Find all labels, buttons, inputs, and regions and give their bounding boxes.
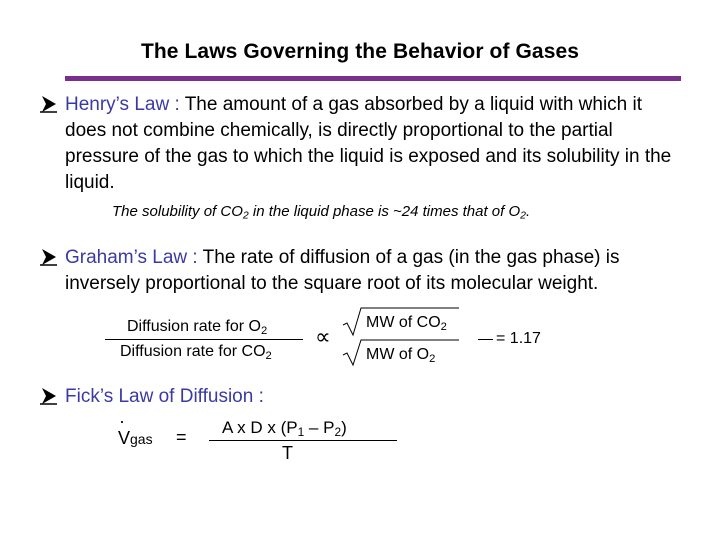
proportional-symbol: ∝ bbox=[315, 324, 331, 349]
slide-title: The Laws Governing the Behavior of Gases bbox=[140, 40, 580, 63]
arrow-bullet-icon bbox=[40, 387, 58, 405]
fick-numerator-subscript: 1 bbox=[297, 424, 305, 439]
sqrt-denominator bbox=[366, 346, 435, 365]
arrow-bullet-icon bbox=[40, 95, 58, 113]
ficks-law-name: Fick’s Law of Diffusion bbox=[65, 386, 254, 407]
ficks-law-separator: : bbox=[253, 386, 264, 407]
fick-numerator-text: – P bbox=[304, 418, 335, 437]
fick-numerator-text: A x D x (P bbox=[222, 418, 298, 437]
grahams-law-separator: : bbox=[187, 247, 203, 268]
numerator-subscript: 2 bbox=[260, 324, 268, 337]
henrys-law-note bbox=[112, 203, 530, 222]
fick-numerator-subscript: 2 bbox=[334, 424, 342, 439]
equation-denominator bbox=[120, 343, 272, 362]
numerator-text: Diffusion rate for O bbox=[127, 318, 261, 335]
henrys-law-separator: : bbox=[169, 94, 185, 115]
grahams-law-text bbox=[65, 245, 680, 297]
equation-numerator bbox=[127, 318, 267, 337]
result-fraction-bar bbox=[478, 339, 493, 340]
note-text-part: in the liquid phase is ~24 times that of O bbox=[248, 203, 521, 220]
sqrt-denominator-subscript: 2 bbox=[429, 352, 436, 365]
lhs-symbol: V bbox=[118, 428, 131, 448]
note-subscript: 2 bbox=[242, 209, 249, 222]
fick-denominator: T bbox=[282, 443, 293, 463]
bullet-henrys-law bbox=[40, 92, 680, 196]
henrys-law-text bbox=[65, 92, 680, 196]
sqrt-numerator-subscript: 2 bbox=[440, 320, 447, 333]
equation-result: = 1.17 bbox=[496, 330, 541, 347]
equation-lhs bbox=[118, 428, 153, 449]
lhs-subscript: gas bbox=[130, 431, 153, 447]
henrys-law-definition: The amount of a gas absorbed by a liquid with which it does not combine chemically, is directly proportional to the partial pressure of the gas to which the liquid is exposed and its solubility in the liquid. bbox=[65, 94, 672, 193]
denominator-subscript: 2 bbox=[265, 349, 272, 362]
arrow-bullet-icon bbox=[40, 248, 58, 266]
note-subscript: 2 bbox=[520, 209, 526, 222]
fraction-bar bbox=[105, 339, 303, 340]
fick-numerator-text: ) bbox=[341, 418, 347, 437]
grahams-law-definition: The rate of diffusion of a gas (in the gas phase) is inversely proportional to the square root of its molecular weight. bbox=[65, 247, 620, 294]
vdot-dot: · bbox=[119, 411, 125, 431]
note-text-part: The solubility of CO bbox=[112, 203, 243, 220]
henrys-law-name: Henry’s Law bbox=[65, 94, 170, 115]
sqrt-numerator bbox=[366, 314, 447, 333]
sqrt-denominator-text: MW of O bbox=[366, 346, 430, 363]
bullet-grahams-law bbox=[40, 245, 680, 297]
sqrt-numerator-text: MW of CO bbox=[366, 314, 441, 331]
denominator-text: Diffusion rate for CO bbox=[120, 343, 266, 360]
fick-fraction-bar bbox=[209, 440, 397, 441]
bullet-ficks-law bbox=[40, 384, 680, 410]
ficks-law-text bbox=[65, 384, 680, 410]
note-text-part: . bbox=[525, 203, 531, 220]
title-underline bbox=[65, 76, 681, 81]
equals-sign: = bbox=[176, 427, 187, 447]
fick-numerator bbox=[222, 418, 347, 439]
grahams-law-name: Graham’s Law bbox=[65, 247, 188, 268]
